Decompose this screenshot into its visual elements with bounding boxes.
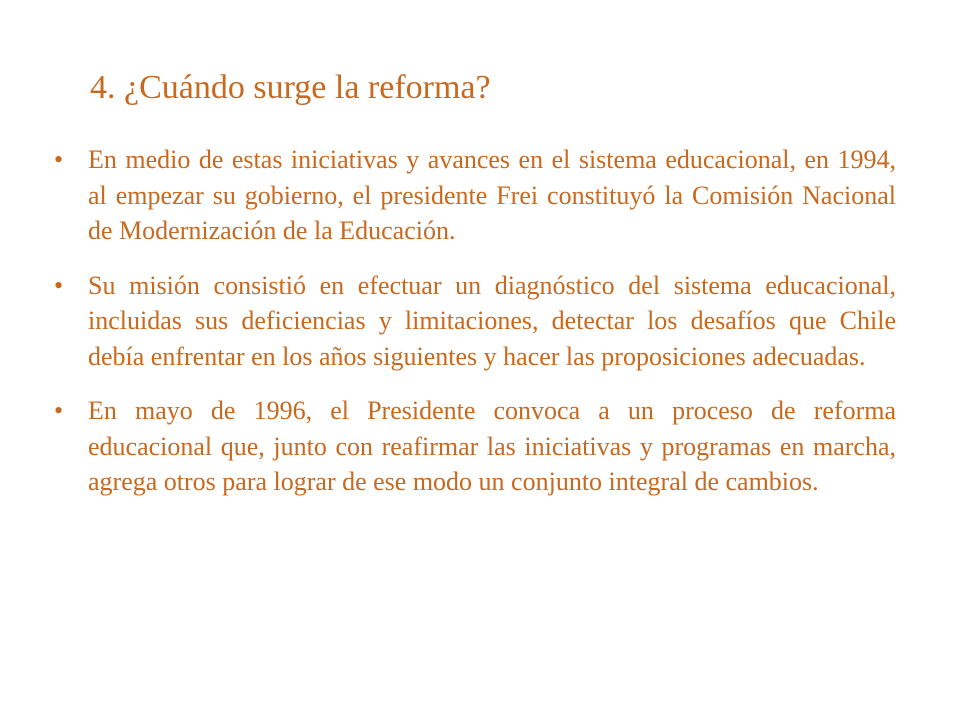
- bullet-item: [50, 268, 896, 375]
- bullet-icon: •: [54, 396, 64, 425]
- bullet-text: En medio de estas iniciativas y avances en el sistema educacional, en 1994, al empezar su gobierno, el presidente Frei constituyó la Comisión Nacional de Modernización de la Educación.: [88, 145, 896, 245]
- bullet-text: Su misión consistió en efectuar un diagnóstico del sistema educacional, incluidas sus deficiencias y limitaciones, detectar los desafíos que Chile debía enfrentar en los años siguientes y hacer las proposiciones adecuadas.: [88, 270, 896, 371]
- bullet-icon: •: [54, 270, 64, 300]
- slide-title: 4. ¿Cuándo surge la reforma?: [90, 69, 491, 106]
- bullet-icon: •: [54, 145, 64, 174]
- bullet-item: [50, 142, 896, 249]
- bullet-list: [50, 142, 896, 519]
- bullet-text: En mayo de 1996, el Presidente convoca a un proceso de reforma educacional que, junto con reafirmar las iniciativas y programas en marcha, agrega otros para lograr de ese modo un conjunto integral de cambios.: [88, 396, 896, 496]
- bullet-item: [50, 393, 896, 500]
